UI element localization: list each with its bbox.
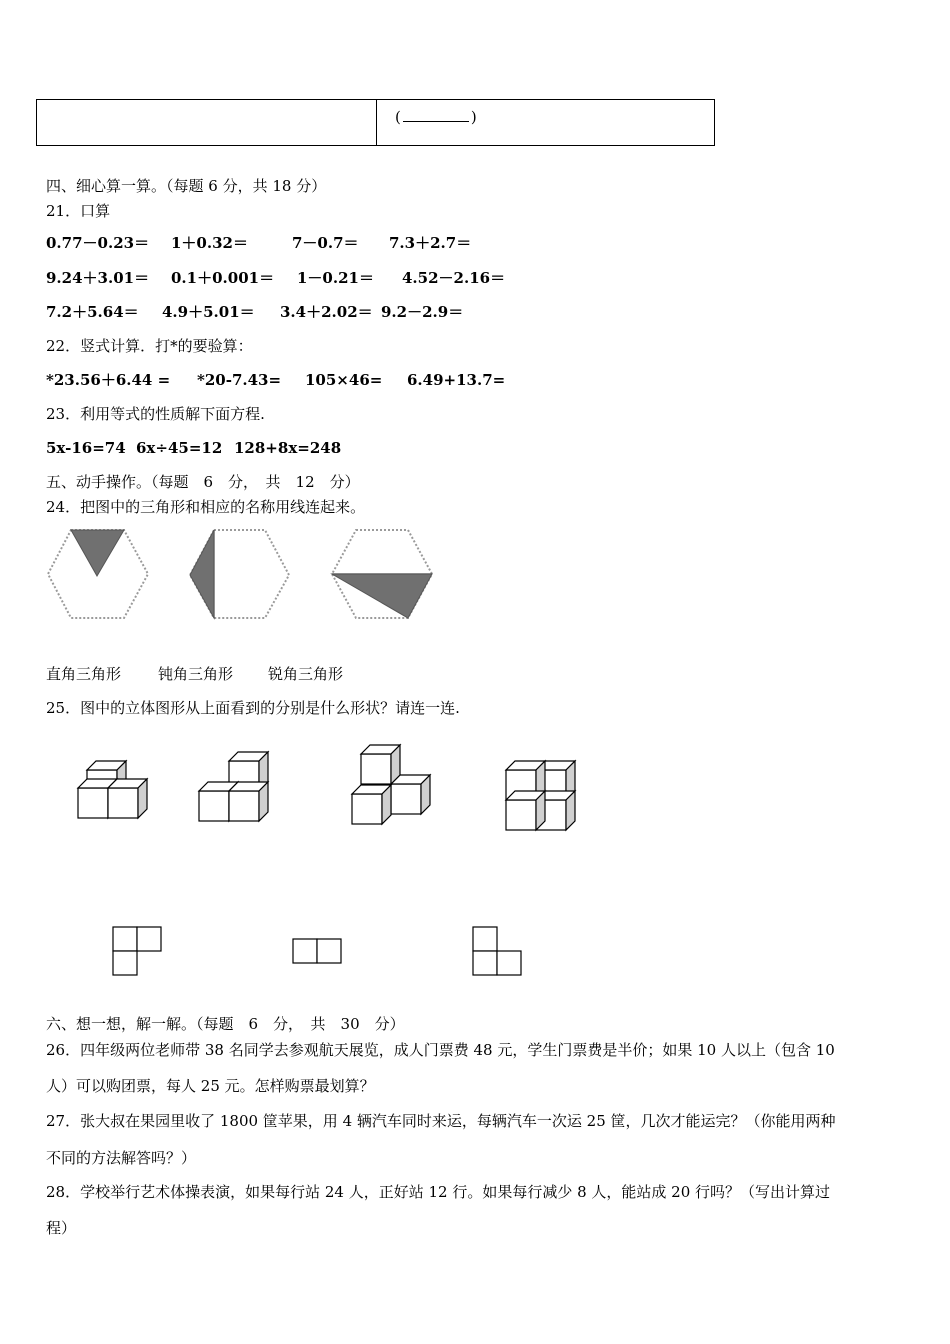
calc-item: 7.3＋2.7＝ xyxy=(389,234,472,252)
top-view-3 xyxy=(473,927,521,975)
solid-4 xyxy=(506,761,575,830)
q26-line2: 人）可以购团票，每人 25 元。怎样购票最划算？ xyxy=(46,1077,375,1095)
calc-item: 0.1＋0.001＝ xyxy=(171,269,275,287)
equation-item: 6x÷45=12 xyxy=(136,439,223,457)
equation-item: 128+8x=248 xyxy=(234,439,342,457)
solid-1 xyxy=(78,761,147,818)
solid-3 xyxy=(352,745,430,824)
q27-line1: 27．张大叔在果园里收了 1800 筐苹果，用 4 辆汽车同时来运，每辆汽车一次运 25 筐，几次才能运完？（你能用两种 xyxy=(46,1112,836,1130)
vertical-calc-item: *23.56＋6.44 = xyxy=(46,371,171,389)
calc-item: 9.24＋3.01＝ xyxy=(46,269,150,287)
calc-item: 4.9＋5.01＝ xyxy=(162,303,255,321)
calc-item: 7－0.7＝ xyxy=(292,234,359,252)
section6-title: 六、想一想，解一解。（每题 6 分， 共 30 分） xyxy=(46,1015,405,1033)
q24-label: 24．把图中的三角形和相应的名称用线连起来。 xyxy=(46,498,366,516)
equation-item: 5x-16=74 xyxy=(46,439,126,457)
section5-title: 五、动手操作。（每题 6 分， 共 12 分） xyxy=(46,473,360,491)
q28-line2: 程） xyxy=(46,1219,77,1237)
q23-label: 23．利用等式的性质解下面方程. xyxy=(46,405,265,423)
calc-item: 3.4＋2.02＝ xyxy=(280,303,373,321)
q25-label: 25．图中的立体图形从上面看到的分别是什么形状？请连一连. xyxy=(46,699,460,717)
q26-line1: 26．四年级两位老师带 38 名同学去参观航天展览，成人门票费 48 元，学生门票费是半价；如果 10 人以上（包含 10 xyxy=(46,1041,835,1059)
q21-label: 21．口算 xyxy=(46,202,111,220)
answer-blank[interactable]: ( ) xyxy=(395,108,477,126)
triangle-name-label: 锐角三角形 xyxy=(268,665,344,683)
q22-label: 22．竖式计算．打*的要验算： xyxy=(46,337,253,355)
triangle-name-label: 钝角三角形 xyxy=(158,665,234,683)
calc-item: 7.2＋5.64＝ xyxy=(46,303,139,321)
section4-title: 四、细心算一算。（每题 6 分，共 18 分） xyxy=(46,177,327,195)
calc-item: 1－0.21＝ xyxy=(297,269,374,287)
solid-2 xyxy=(199,752,268,821)
q28-line1: 28．学校举行艺术体操表演，如果每行站 24 人，正好站 12 行。如果每行减少 8 人，能站成 20 行吗？（写出计算过 xyxy=(46,1183,831,1201)
calc-item: 1＋0.32＝ xyxy=(171,234,248,252)
triangle-name-label: 直角三角形 xyxy=(46,665,122,683)
vertical-calc-item: 6.49+13.7= xyxy=(407,371,506,389)
calc-item: 0.77－0.23＝ xyxy=(46,234,150,252)
q27-line2: 不同的方法解答吗？） xyxy=(46,1149,197,1167)
calc-item: 4.52－2.16＝ xyxy=(402,269,506,287)
calc-item: 9.2－2.9＝ xyxy=(381,303,464,321)
top-view-1 xyxy=(113,927,161,975)
top-view-2 xyxy=(293,939,341,963)
vertical-calc-item: *20-7.43= xyxy=(197,371,282,389)
vertical-calc-item: 105×46= xyxy=(305,371,383,389)
